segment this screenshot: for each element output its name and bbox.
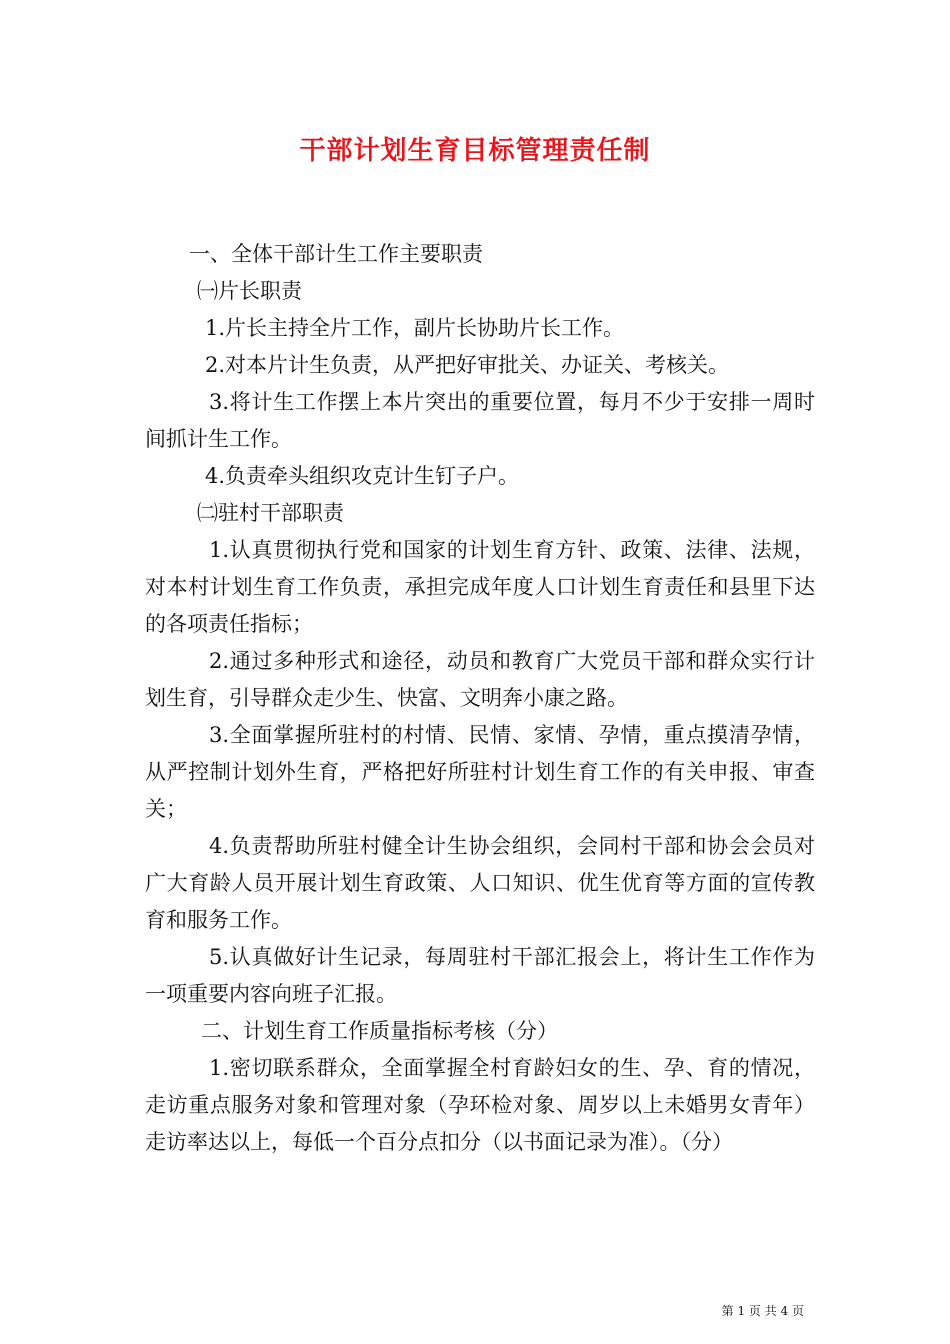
document-body	[145, 236, 815, 1161]
paragraph: 2.对本片计生负责，从严把好审批关、办证关、考核关。	[205, 353, 730, 377]
subsection-heading: ㈠片长职责	[197, 279, 302, 303]
document-title: 干部计划生育目标管理责任制	[299, 136, 651, 166]
paragraph: 1.片长主持全片工作，副片长协助片长工作。	[205, 316, 625, 340]
paragraph: 3.将计生工作摆上本片突出的重要位置，每月不少于安排一周时间抓计生工作。	[145, 390, 815, 451]
paragraph: 3.全面掌握所驻村的村情、民情、家情、孕情，重点摸清孕情，从严控制计划外生育，严格把好所驻村计划生育工作的有关申报、审查关；	[145, 723, 815, 821]
paragraph: 1.认真贯彻执行党和国家的计划生育方针、政策、法律、法规，对本村计划生育工作负责，承担完成年度人口计划生育责任和县里下达的各项责任指标；	[145, 538, 815, 636]
paragraph: 1.密切联系群众，全面掌握全村育龄妇女的生、孕、育的情况，走访重点服务对象和管理对象（孕环检对象、周岁以上未婚男女青年）走访率达以上，每低一个百分点扣分（以书面记录为准）。（分）	[145, 1056, 815, 1154]
section-heading: 二、计划生育工作质量指标考核（分）	[201, 1019, 558, 1043]
section-heading: 一、全体干部计生工作主要职责	[189, 242, 483, 266]
paragraph: 5.认真做好计生记录，每周驻村干部汇报会上，将计生工作作为一项重要内容向班子汇报。	[145, 945, 815, 1006]
paragraph: 4.负责帮助所驻村健全计生协会组织，会同村干部和协会会员对广大育龄人员开展计划生育政策、人口知识、优生优育等方面的宣传教育和服务工作。	[145, 834, 815, 932]
subsection-heading: ㈡驻村干部职责	[197, 501, 344, 525]
page-number: 第 1 页 共 4 页	[721, 1304, 804, 1318]
paragraph: 4.负责牵头组织攻克计生钉子户。	[205, 464, 520, 488]
paragraph: 2.通过多种形式和途径，动员和教育广大党员干部和群众实行计划生育，引导群众走少生、快富、文明奔小康之路。	[145, 649, 815, 710]
